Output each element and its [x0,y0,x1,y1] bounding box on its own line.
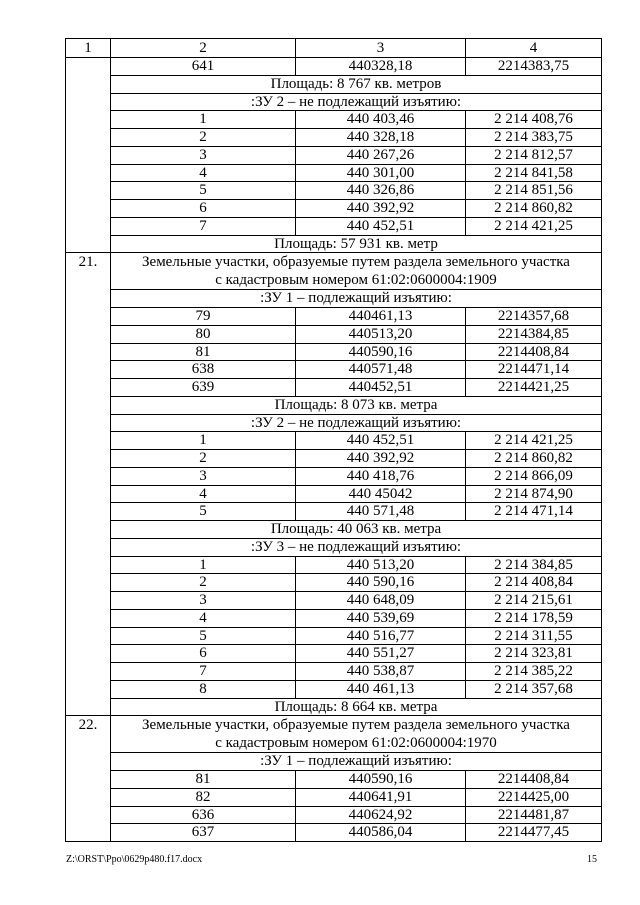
point-row [66,592,602,610]
coordinate-x: 440 590,16 [296,574,466,592]
coordinate-x: 440 392,92 [296,450,466,468]
plot-row [66,538,602,556]
point-number: 2 [111,129,296,147]
point-row [66,450,602,468]
coordinate-x: 440 392,92 [296,200,466,218]
coordinate-x: 440 301,00 [296,164,466,182]
point-row [66,609,602,627]
coordinate-y: 2214425,00 [466,788,602,806]
coordinate-x: 440 539,69 [296,609,466,627]
coordinate-x: 440590,16 [296,343,466,361]
coordinate-x: 440513,20 [296,325,466,343]
column-header-3: 3 [296,39,466,58]
section-title-line: Земельные участки, образуемые путем раздела земельного участка [142,717,570,734]
point-number: 82 [111,788,296,806]
point-number: 636 [111,806,296,824]
section-number: 21. [66,253,111,716]
point-number: 1 [111,432,296,450]
coordinate-x: 440328,18 [296,58,466,76]
section-title-line: с кадастровым номером 61:02:0600004:1970 [215,735,497,752]
point-number: 641 [111,58,296,76]
coordinate-x: 440624,92 [296,806,466,824]
section-title [111,253,602,290]
coordinate-y: 2 214 383,75 [466,129,602,147]
coordinate-x: 440 461,13 [296,680,466,698]
point-row [66,485,602,503]
area-label: Площадь: 8 664 кв. метра [111,698,602,716]
area-label: Площадь: 8 767 кв. метров [111,75,602,93]
area-row [66,235,602,253]
plot-label: :ЗУ 3 – не подлежащий изъятию: [111,538,602,556]
point-row [66,432,602,450]
point-number: 5 [111,627,296,645]
coordinate-y: 2 214 421,25 [466,432,602,450]
coordinate-y: 2214357,68 [466,308,602,326]
plot-label: :ЗУ 1 – подлежащий изъятию: [111,753,602,771]
coordinate-y: 2 214 812,57 [466,146,602,164]
coordinate-x: 440 418,76 [296,467,466,485]
point-number: 2 [111,450,296,468]
point-number: 8 [111,680,296,698]
section-title-line: Земельные участки, образуемые путем раздела земельного участка [142,254,570,271]
coordinate-y: 2 214 471,14 [466,503,602,521]
coordinate-y: 2 214 860,82 [466,200,602,218]
coordinates-table [65,38,602,842]
coordinate-y: 2214481,87 [466,806,602,824]
coordinate-y: 2 214 323,81 [466,645,602,663]
coordinate-y: 2 214 408,84 [466,574,602,592]
coordinate-y: 2 214 866,09 [466,467,602,485]
coordinate-x: 440 538,87 [296,663,466,681]
coordinate-y: 2 214 851,56 [466,182,602,200]
point-row [66,308,602,326]
plot-label: :ЗУ 2 – не подлежащий изъятию: [111,93,602,111]
point-row [66,627,602,645]
coordinate-x: 440641,91 [296,788,466,806]
table-body [66,58,602,842]
point-number: 5 [111,182,296,200]
area-row [66,75,602,93]
coordinate-y: 2 214 841,58 [466,164,602,182]
coordinate-x: 440 551,27 [296,645,466,663]
footer-file-path: Z:\ORST\Ppo\0629p480.f17.docx [66,854,203,865]
point-number: 3 [111,146,296,164]
plot-row [66,93,602,111]
point-row [66,663,602,681]
point-row [66,343,602,361]
coordinate-x: 440 452,51 [296,217,466,235]
point-row [66,129,602,147]
section-title-row [66,253,602,290]
column-header-1: 1 [66,39,111,58]
point-row [66,361,602,379]
point-row [66,556,602,574]
area-label: Площадь: 8 073 кв. метра [111,396,602,414]
coordinate-y: 2 214 384,85 [466,556,602,574]
point-number: 6 [111,200,296,218]
point-number: 7 [111,663,296,681]
coordinate-y: 2 214 311,55 [466,627,602,645]
section-title-line: с кадастровым номером 61:02:0600004:1909 [215,272,497,289]
section-number: 22. [66,716,111,842]
coordinate-y: 2 214 178,59 [466,609,602,627]
coordinate-y: 2 214 215,61 [466,592,602,610]
point-row [66,58,602,76]
coordinate-y: 2 214 874,90 [466,485,602,503]
coordinate-y: 2214471,14 [466,361,602,379]
point-row [66,806,602,824]
coordinate-y: 2 214 860,82 [466,450,602,468]
point-number: 638 [111,361,296,379]
point-row [66,680,602,698]
point-row [66,200,602,218]
point-row [66,111,602,129]
section-title-row [66,716,602,753]
plot-label: :ЗУ 1 – подлежащий изъятию: [111,290,602,308]
header-row [66,39,602,58]
point-row [66,467,602,485]
coordinate-x: 440586,04 [296,824,466,842]
coordinate-x: 440 452,51 [296,432,466,450]
column-header-4: 4 [466,39,602,58]
coordinate-x: 440 403,46 [296,111,466,129]
plot-row [66,753,602,771]
coordinate-y: 2214408,84 [466,343,602,361]
point-number: 4 [111,485,296,503]
coordinate-x: 440 516,77 [296,627,466,645]
area-row [66,521,602,539]
area-label: Площадь: 57 931 кв. метр [111,235,602,253]
point-number: 2 [111,574,296,592]
area-row [66,698,602,716]
point-number: 4 [111,609,296,627]
coordinate-x: 440 648,09 [296,592,466,610]
plot-row [66,414,602,432]
area-label: Площадь: 40 063 кв. метра [111,521,602,539]
point-row [66,146,602,164]
point-number: 4 [111,164,296,182]
point-number: 637 [111,824,296,842]
plot-row [66,290,602,308]
section-number [66,58,111,253]
point-number: 1 [111,556,296,574]
coordinate-y: 2 214 408,76 [466,111,602,129]
point-row [66,574,602,592]
section-title [111,716,602,753]
coordinate-x: 440571,48 [296,361,466,379]
point-number: 7 [111,217,296,235]
coordinate-y: 2 214 421,25 [466,217,602,235]
point-row [66,217,602,235]
coordinate-y: 2214384,85 [466,325,602,343]
point-number: 81 [111,771,296,789]
point-row [66,824,602,842]
point-row [66,164,602,182]
point-number: 79 [111,308,296,326]
point-row [66,645,602,663]
coordinate-x: 440 571,48 [296,503,466,521]
coordinate-x: 440 328,18 [296,129,466,147]
point-row [66,788,602,806]
coordinate-x: 440452,51 [296,379,466,397]
area-row [66,396,602,414]
point-row [66,379,602,397]
point-row [66,771,602,789]
point-number: 3 [111,592,296,610]
point-number: 6 [111,645,296,663]
coordinate-x: 440 513,20 [296,556,466,574]
coordinate-x: 440590,16 [296,771,466,789]
column-header-2: 2 [111,39,296,58]
point-number: 3 [111,467,296,485]
point-row [66,503,602,521]
coordinate-x: 440 45042 [296,485,466,503]
coordinate-y: 2 214 385,22 [466,663,602,681]
coordinate-y: 2214477,45 [466,824,602,842]
plot-label: :ЗУ 2 – не подлежащий изъятию: [111,414,602,432]
point-row [66,182,602,200]
point-number: 1 [111,111,296,129]
coordinate-y: 2214408,84 [466,771,602,789]
point-number: 80 [111,325,296,343]
point-number: 639 [111,379,296,397]
coordinate-y: 2214421,25 [466,379,602,397]
point-row [66,325,602,343]
coordinate-y: 2214383,75 [466,58,602,76]
coordinate-x: 440 326,86 [296,182,466,200]
point-number: 81 [111,343,296,361]
coordinate-x: 440 267,26 [296,146,466,164]
coordinate-x: 440461,13 [296,308,466,326]
point-number: 5 [111,503,296,521]
coordinate-y: 2 214 357,68 [466,680,602,698]
page-number: 15 [587,854,597,865]
